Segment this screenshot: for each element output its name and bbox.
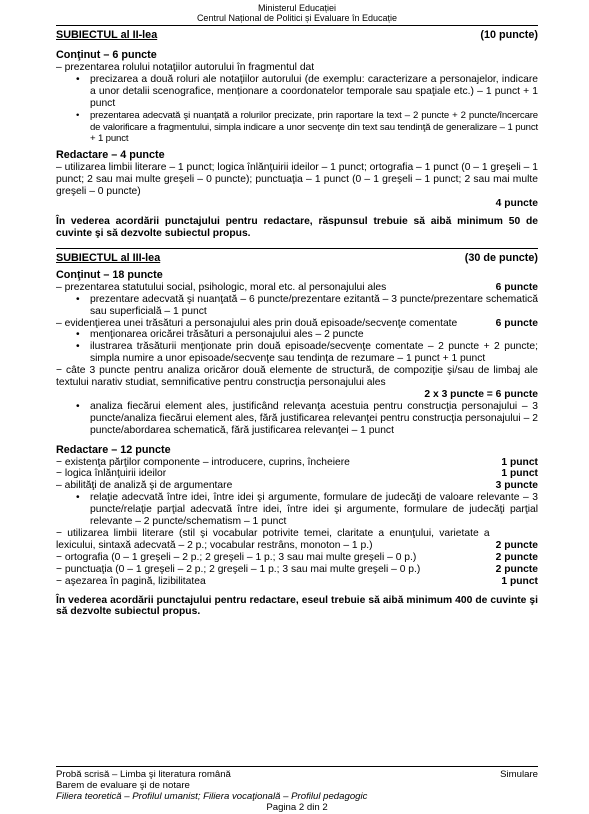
s3-redactare-title: Redactare – 12 puncte (56, 443, 171, 456)
s3-criterion-2-list (56, 329, 538, 365)
s3-redactare-1 (56, 457, 538, 469)
s3-continut-title: Conţinut – 18 puncte (56, 268, 163, 281)
section-divider (56, 248, 538, 249)
s3-criterion-2 (56, 318, 538, 330)
s2-redactare-title: Redactare – 4 puncte (56, 149, 165, 162)
section-2-heading (56, 29, 538, 42)
criterion-text: – evidenţierea unei trăsături a personajului ales prin două episoade/secvenţe comentate (56, 317, 458, 329)
s3-criterion-3-points: 2 x 3 puncte = 6 puncte (424, 388, 538, 400)
criterion-text: − aşezarea în pagină, lizibilitatea (56, 575, 206, 587)
footer-divider (56, 766, 538, 767)
s3-redactare-4 (56, 528, 538, 552)
section-3-heading (56, 252, 538, 265)
ministry-name: Ministerul Educației (257, 3, 337, 13)
list-item: • menţionarea oricărei trăsături a personajului ales – 2 puncte (76, 329, 538, 341)
s2-continut-intro: – prezentarea rolului notaţiilor autorului în fragmentul dat (56, 62, 315, 73)
list-item: • analiza fiecărui element ales, justificând relevanţa acestuia pentru construcţia personajului – 3 puncte/analiza fiecărui element ales, fără justificarea relevanţei pentru construcţia personajului – 2 puncte/abordarea schematică, fără justificarea relevanţei – 1 punct (76, 401, 538, 437)
section-3-title: SUBIECTUL al III-lea (56, 251, 161, 264)
s3-redactare-6 (56, 564, 538, 576)
criterion-text: − existenţa părţilor componente – introducere, cuprins, încheiere (56, 456, 350, 468)
s2-continut-title: Conţinut – 6 puncte (56, 49, 157, 61)
s2-criteria-list (56, 74, 538, 145)
s2-redactare-points: 4 puncte (495, 198, 538, 210)
s3-criterion-3-text: − câte 3 puncte pentru analiza oricăror două elemente de structură, de compoziţie şi/sau de limbaj ale textului narativ studiat, semnificative pentru construcţia personajului ales (56, 365, 538, 389)
section-3-points: (30 de puncte) (464, 251, 538, 264)
criterion-text: – prezentarea statutului social, psihologic, moral etc. al personajului ales (56, 281, 387, 293)
page (56, 0, 538, 618)
s3-redactare-2 (56, 468, 538, 480)
footer-line-1 (56, 769, 538, 780)
center-name: Centrul Național de Politici și Evaluare în Educație (196, 13, 398, 23)
criterion-text: − punctuaţia (0 – 1 greşeli – 2 p.; 2 greşeli – 1 p.; 3 sau mai multe greşeli – 0 p.) (56, 563, 421, 575)
list-item: • prezentare adecvată şi nuanţată – 6 puncte/prezentare ezitantă – 3 puncte/prezentare schematică sau superficială – 1 punct (76, 294, 538, 318)
criterion-text: − utilizarea limbii literare (stil şi vocabular potrivite temei, claritate a enunţului, varietate a lexicului, sintaxă adecvată – 2 p.; vocabular restrâns, monoton – 1 p.) (56, 528, 490, 551)
s2-note: În vederea acordării punctajului pentru redactare, răspunsul trebuie să aibă minimum 50 de cuvinte şi să dezvolte subiectul propus. (56, 215, 538, 239)
s3-criterion-3-list (56, 401, 538, 437)
criterion-points: 1 punct (501, 575, 538, 587)
s3-note: În vederea acordării punctajului pentru redactare, eseul trebuie să aibă minimum 400 de cuvinte şi să dezvolte subiectul propus. (56, 594, 538, 618)
header-divider (56, 25, 538, 26)
criterion-points: 6 puncte (495, 317, 538, 329)
criterion-points: 6 puncte (495, 281, 538, 293)
s3-criterion-1-list (56, 294, 538, 318)
section-2-points: (10 puncte) (480, 29, 538, 41)
footer (56, 766, 538, 813)
list-item: • precizarea a două roluri ale notaţiilor autorului (de exemplu: caracterizare a personajelor, indicare a unor detalii scenografice, menționare a coordonatelor temporale sau spaţiale etc.) – 1 punct + 1 punct (76, 74, 538, 110)
s3-redactare-5 (56, 552, 538, 564)
s3-criterion-1 (56, 282, 538, 294)
criterion-points: 1 punct (501, 468, 538, 480)
list-item: • prezentarea adecvată şi nuanţată a rolurilor precizate, prin raportare la text – 2 puncte + 2 puncte/încercare de valorificare a fragmentului, simpla indicare a unor secvenţe din text sau tendinţă de generalizare – 1 punct + 1 punct (76, 110, 538, 146)
page-number: Pagina 2 din 2 (266, 802, 328, 813)
section-2-title: SUBIECTUL al II-lea (56, 29, 158, 41)
list-item: • ilustrarea trăsăturii menţionate prin două episoade/secvenţe comentate – 2 puncte + 2 puncte; simpla numire a unor episoade/secvenţe sau tendinţa de rezumare – 1 punct + 1 punct (76, 341, 538, 365)
document-type: Barem de evaluare şi de notare (56, 780, 190, 791)
s2-redactare-text: – utilizarea limbii literare – 1 punct; logica înlănţuirii ideilor – 1 punct; ortografia – 1 punct (0 – 1 greşeli – 1 punct; 2 sau mai multe greşeli – 0 puncte); punctuaţia – 1 punct (0 – 1 greşeli – 1 punct; 2 sau mai multe greşeli – 0 puncte) (56, 162, 538, 198)
s3-redactare-3-list (56, 492, 538, 528)
criterion-points: 2 puncte (495, 551, 538, 563)
exam-name: Probă scrisă – Limba şi literatura română (56, 769, 231, 780)
criterion-points: 3 puncte (495, 480, 538, 492)
criterion-points: 1 punct (501, 456, 538, 468)
s3-redactare-3 (56, 480, 538, 492)
filiera-text: Filiera teoretică – Profilul umanist; Filiera vocaţională – Profilul pedagogic (56, 791, 368, 802)
criterion-text: – abilităţi de analiză şi de argumentare (56, 480, 233, 492)
header (56, 0, 538, 23)
s3-redactare-7 (56, 576, 538, 588)
criterion-points: 2 puncte (495, 539, 538, 551)
exam-type: Simulare (500, 769, 538, 780)
criterion-text: − ortografia (0 – 1 greşeli – 2 p.; 2 greşeli – 1 p.; 3 sau mai multe greşeli – 0 p.) (56, 551, 417, 563)
criterion-points: 2 puncte (495, 563, 538, 575)
list-item: • relaţie adecvată între idei, între idei şi argumente, formulare de judecăţi de valoare relevante – 3 puncte/relaţie parţial adecvată între idei, între idei şi argumente, formulare de judecăţi parţial relevante – 2 puncte/schematism – 1 punct (76, 492, 538, 528)
criterion-text: − logica înlănţuirii ideilor (56, 468, 167, 480)
